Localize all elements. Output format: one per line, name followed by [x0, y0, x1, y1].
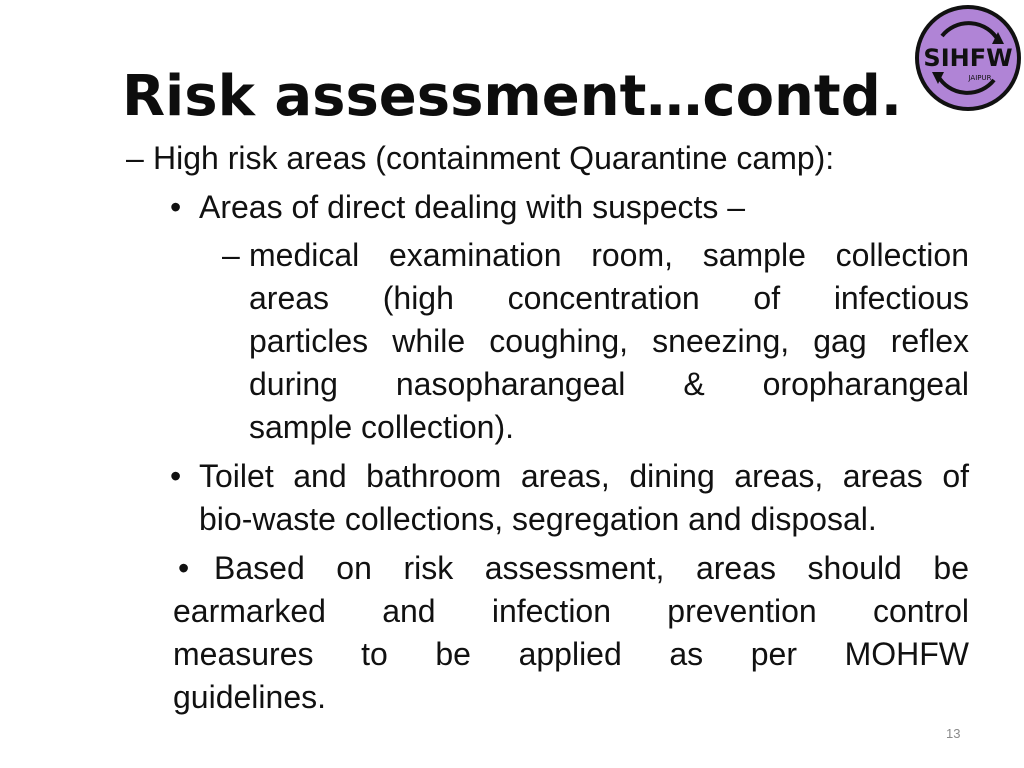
dash-marker: – [126, 140, 144, 176]
bullet2-line: bio-waste collections, segregation and disposal. [199, 501, 877, 537]
bullet3-line: guidelines. [173, 679, 326, 715]
bullet3-line: earmarked and infection prevention control [173, 593, 969, 629]
slide-title: Risk assessment…contd. [121, 64, 903, 129]
logo-text: SIHFW [923, 44, 1013, 72]
logo-subtext: JAIPUR [968, 74, 992, 82]
bullet-marker: • [178, 550, 190, 586]
page-number: 13 [946, 726, 961, 741]
bullet3-line: Based on risk assessment, areas should be [214, 550, 969, 586]
sub-line: particles while coughing, sneezing, gag reflex [249, 323, 969, 359]
sub-line: during nasopharangeal & oropharangeal [249, 366, 969, 402]
bullet-marker: • [170, 458, 182, 494]
bullet3-line: measures to be applied as per MOHFW [173, 636, 969, 672]
bullet1-text: Areas of direct dealing with suspects – [199, 189, 746, 225]
bullet-marker: • [170, 189, 182, 225]
sub-line: medical examination room, sample collection [249, 237, 969, 273]
sub-line: sample collection). [249, 409, 514, 445]
sihfw-logo [912, 2, 1024, 114]
bullet2-line: Toilet and bathroom areas, dining areas, areas of [199, 458, 969, 494]
sub-line: areas (high concentration of infectious [249, 280, 969, 316]
sub-dash-marker: – [222, 237, 240, 273]
level1-text: High risk areas (containment Quarantine camp): [153, 140, 835, 176]
